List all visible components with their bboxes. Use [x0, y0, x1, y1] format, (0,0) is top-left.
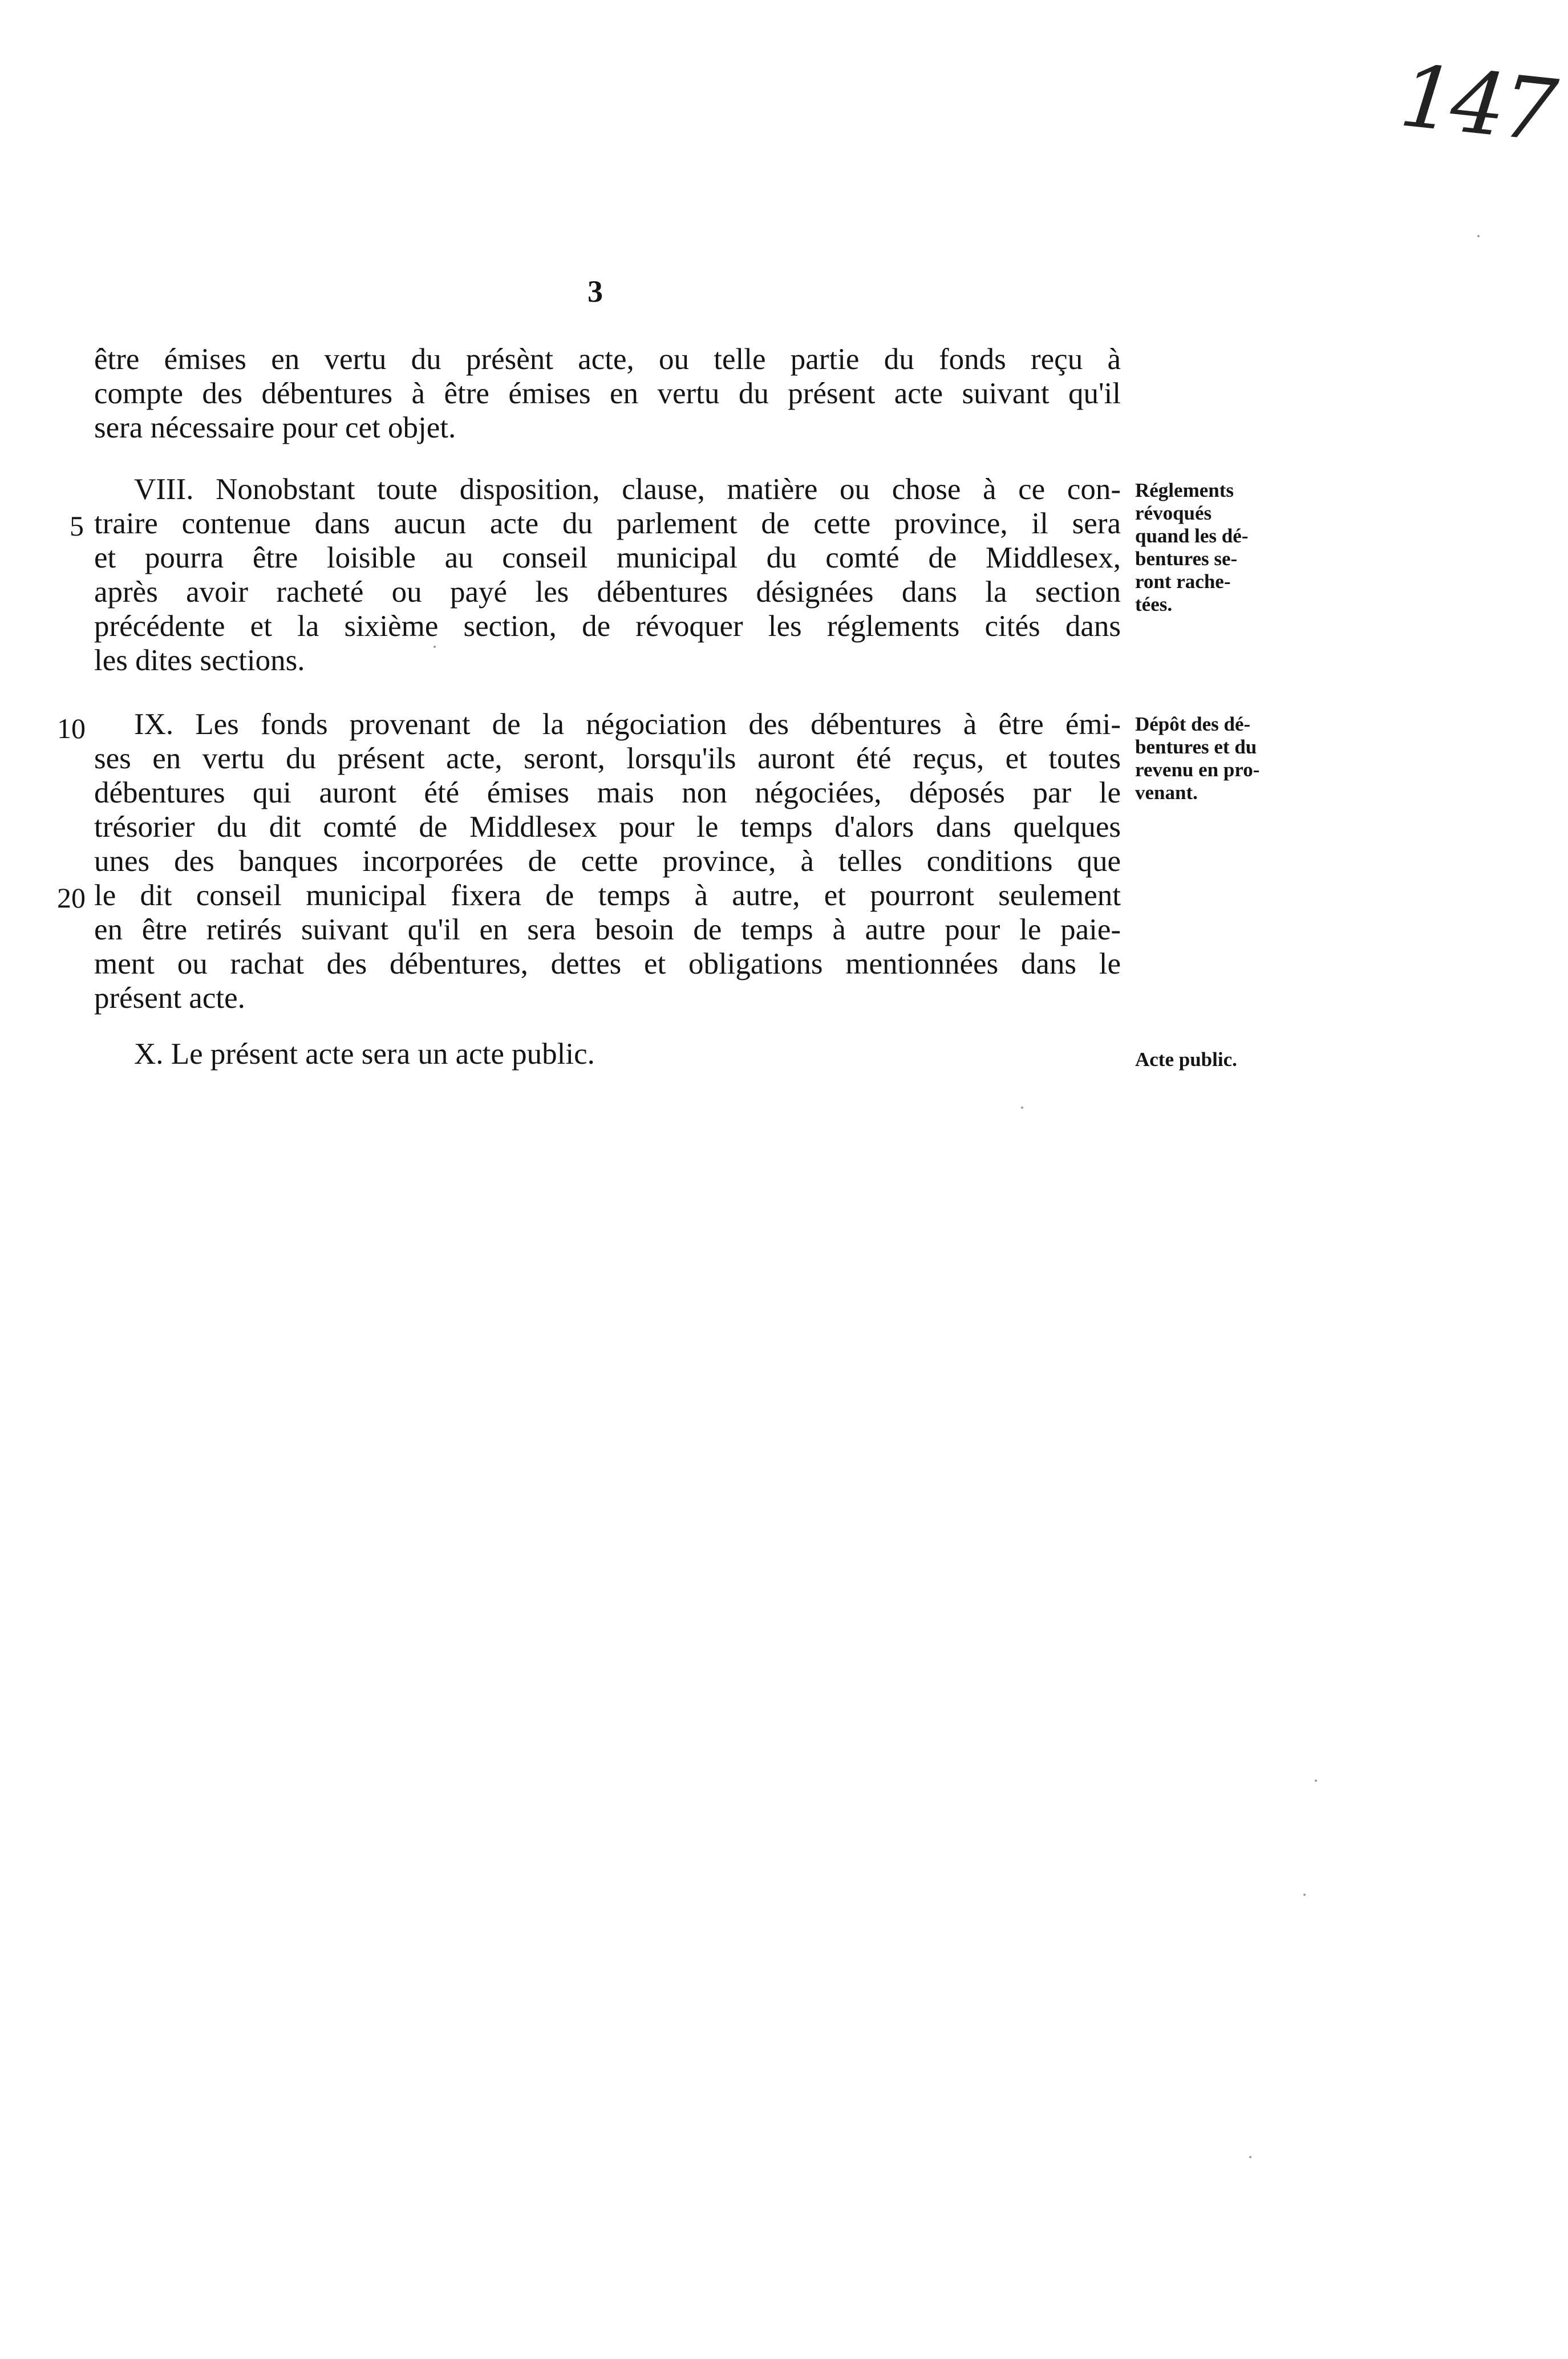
text-line: présent acte.	[94, 982, 245, 1015]
page-number: 3	[588, 274, 603, 309]
text-line: IX. Les fonds provenant de la négociation des débentures à être émi-	[134, 708, 1121, 741]
line-number: 10	[57, 712, 86, 744]
margin-note-x: Acte public.	[1135, 1048, 1237, 1071]
text-line: X. Le présent acte sera un acte public.	[134, 1037, 595, 1071]
margin-note-line: révoqués	[1135, 502, 1212, 524]
text-line: débentures qui auront été émises mais non négociées, déposés par le	[94, 776, 1121, 809]
text-line: précédente et la sixième section, de révoquer les réglements cités dans	[94, 610, 1121, 643]
text-line: en être retirés suivant qu'il en sera besoin de temps à autre pour le paie-	[94, 913, 1121, 946]
text-line: ses en vertu du présent acte, seront, lorsqu'ils auront été reçus, et toutes	[94, 742, 1121, 775]
margin-note-viii	[1135, 479, 1248, 616]
margin-note-line: quand les dé-	[1135, 525, 1249, 547]
margin-note-line: tées.	[1135, 593, 1173, 615]
line-number: 20	[57, 882, 86, 914]
scan-speck	[1021, 1106, 1023, 1109]
scan-speck	[433, 646, 436, 648]
margin-note-line: ront rache-	[1135, 570, 1231, 593]
text-line: et pourra être loisible au conseil municipal du comté de Middlesex,	[94, 541, 1121, 574]
text-line: les dites sections.	[94, 644, 305, 677]
line-number: 5	[70, 510, 84, 542]
handwritten-folio-number: 147	[1395, 46, 1558, 161]
margin-note-line: bentures se-	[1135, 548, 1238, 570]
margin-note-line: bentures et du	[1135, 736, 1257, 758]
margin-note-line: Réglements	[1135, 479, 1234, 501]
text-line: compte des débentures à être émises en vertu du présent acte suivant qu'il	[94, 377, 1121, 410]
scan-speck	[1315, 1780, 1317, 1782]
text-line: ment ou rachat des débentures, dettes et obligations mentionnées dans le	[94, 947, 1121, 980]
text-line: trésorier du dit comté de Middlesex pour le temps d'alors dans quelques	[94, 810, 1121, 844]
scan-speck	[1303, 1894, 1306, 1896]
margin-note-line: Dépôt des dé-	[1135, 713, 1251, 735]
scan-speck	[1477, 235, 1480, 237]
margin-note-line: revenu en pro-	[1135, 759, 1260, 781]
text-line: traire contenue dans aucun acte du parlement de cette province, il sera	[94, 507, 1121, 540]
text-line: après avoir racheté ou payé les débentures désignées dans la section	[94, 575, 1121, 609]
text-line: unes des banques incorporées de cette province, à telles conditions que	[94, 845, 1121, 878]
margin-note-line: venant.	[1135, 781, 1198, 804]
text-line: VIII. Nonobstant toute disposition, clause, matière ou chose à ce con-	[134, 473, 1121, 506]
text-line: sera nécessaire pour cet objet.	[94, 411, 456, 444]
margin-note-ix	[1135, 713, 1259, 804]
text-line: le dit conseil municipal fixera de temps à autre, et pourront seulement	[94, 879, 1121, 912]
scan-speck	[1249, 2156, 1251, 2158]
text-line: être émises en vertu du présènt acte, ou telle partie du fonds reçu à	[94, 343, 1121, 376]
